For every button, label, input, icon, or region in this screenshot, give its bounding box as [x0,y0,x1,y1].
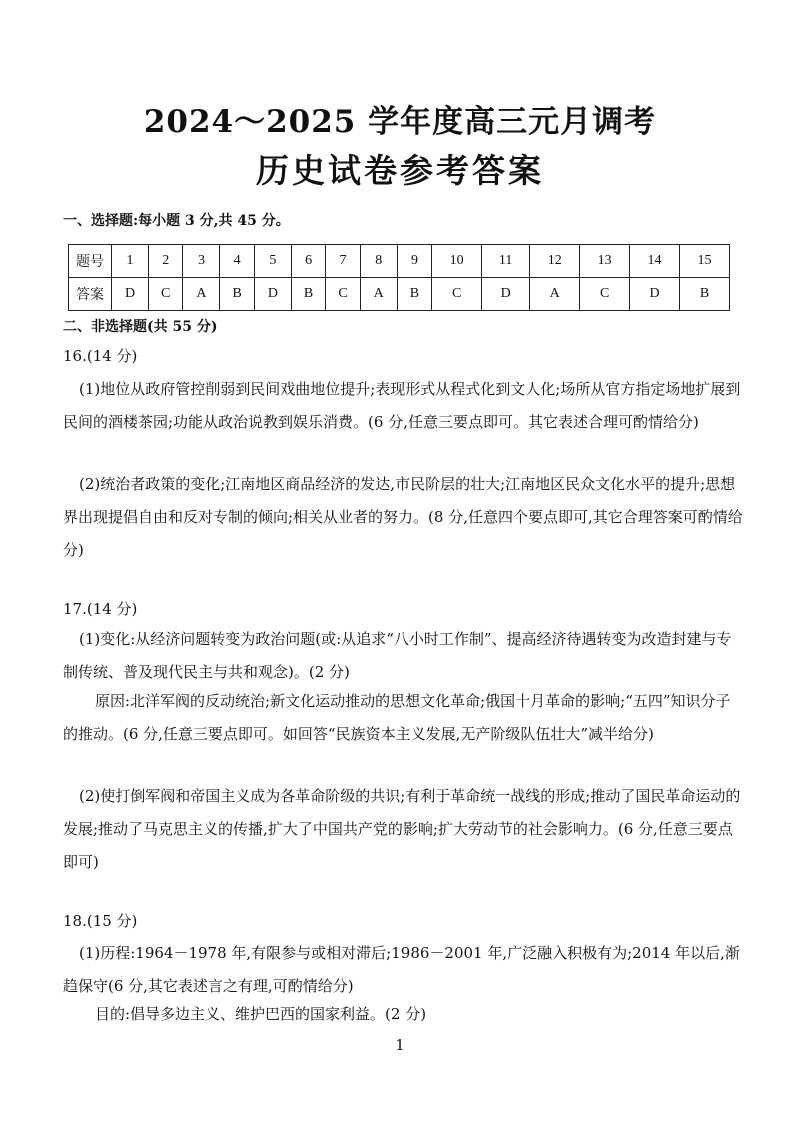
answer-cell: D [254,278,291,311]
q18-part1: (1)历程:1964－1978 年,有限参与或相对滞后;1986－2001 年,广泛融入积极有为;2014 年以后,渐趋保守(6 分,其它表述言之有理,可酌情给分) [63,944,740,995]
question-number: 7 [326,245,360,278]
question-number: 12 [530,245,580,278]
question-number: 10 [432,245,482,278]
question-number: 14 [630,245,680,278]
question-number: 5 [254,245,291,278]
q16-part2: (2)统治者政策的变化;江南地区商品经济的发达,市民阶层的壮大;江南地区民众文化水平的提升;思想界出现提倡自由和反对专制的倾向;相关从业者的努力。(8 分,任意四个要点即可,其它合理答案可酌情给分) [63,475,743,559]
answer-cell: B [679,278,729,311]
question-number: 6 [291,245,325,278]
answer-cell: B [291,278,325,311]
answer-cell: B [397,278,431,311]
question-number: 2 [149,245,183,278]
section1-heading: 一、选择题:每小题 3 分,共 45 分。 [63,213,290,229]
answer-cell: D [112,278,149,311]
page-title: 2024～2025 学年度高三元月调考 [143,104,657,140]
q17-part1: (1)变化:从经济问题转变为政治问题(或:从追求“八小时工作制”、提高经济待遇转变为改造封建与专制传统、普及现代民主与共和观念)。(2 分) [63,630,732,681]
q16-label: 16.(14 分) [63,347,138,365]
page-subtitle: 历史试卷参考答案 [256,151,544,190]
row-label-question: 题号 [69,245,112,278]
answer-table [68,244,730,311]
q16-part1: (1)地位从政府管控削弱到民间戏曲地位提升;表现形式从程式化到文人化;场所从官方指定场地扩展到民间的酒楼茶园;功能从政治说教到娱乐消费。(6 分,任意三要点即可。其它表述合理可酌情给分) [63,380,741,431]
question-number: 9 [397,245,431,278]
q17-part2: (2)使打倒军阀和帝国主义成为各革命阶级的共识;有利于革命统一战线的形成;推动了国民革命运动的发展;推动了马克思主义的传播,扩大了中国共产党的影响;扩大劳动节的社会影响力。(6 分,任意三要点即可) [63,787,741,871]
q17-label: 17.(14 分) [63,600,138,618]
q18-label: 18.(15 分) [63,912,138,930]
question-number: 4 [220,245,254,278]
question-number: 15 [679,245,729,278]
question-number: 3 [183,245,220,278]
answer-cell: A [183,278,220,311]
q17-reasons: 原因:北洋军阀的反动统治;新文化运动推动的思想文化革命;俄国十月革命的影响;“五四”知识分子的推动。(6 分,任意三要点即可。如回答“民族资本主义发展,无产阶级队伍壮大”减半给分) [63,692,731,743]
q18-purpose: 目的:倡导多边主义、维护巴西的国家利益。(2 分) [95,1005,427,1023]
question-number: 8 [360,245,397,278]
answer-cell: C [149,278,183,311]
answer-cell: A [530,278,580,311]
question-number-row [69,245,730,278]
question-number: 13 [580,245,630,278]
answer-cell: D [482,278,530,311]
answer-cell: C [432,278,482,311]
page-number: 1 [395,1036,405,1054]
answer-cell: D [630,278,680,311]
answer-row [69,278,730,311]
section2-heading: 二、非选择题(共 55 分) [63,319,218,335]
question-number: 1 [112,245,149,278]
answer-cell: B [220,278,254,311]
answer-cell: A [360,278,397,311]
answer-cell: C [326,278,360,311]
row-label-answer: 答案 [69,278,112,311]
answer-cell: C [580,278,630,311]
question-number: 11 [482,245,530,278]
